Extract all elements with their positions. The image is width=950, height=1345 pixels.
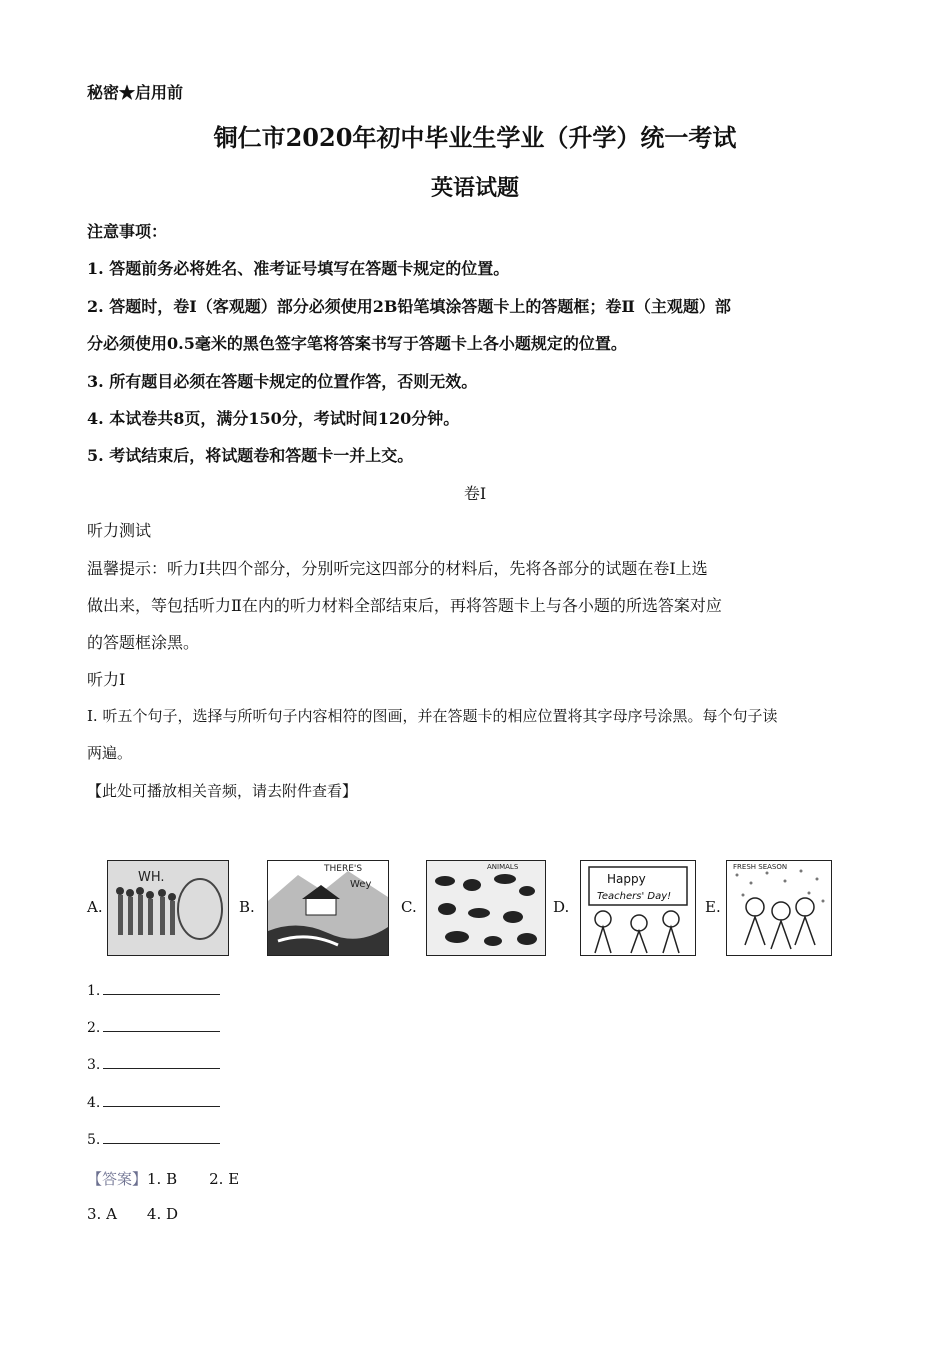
note-item-3: 3. 所有题目必须在答题卡规定的位置作答，否则无效。 [87,372,478,391]
figure-b-label: B. [239,898,255,916]
note-item-4: 4. 本试卷共8页，满分150分，考试时间120分钟。 [87,409,460,428]
listening-tip-line-3: 的答题框涂黑。 [87,633,200,652]
audio-note: 【此处可播放相关音频，请去附件查看】 [87,782,358,800]
figure-b-image [267,860,389,956]
answer-tag: 【答案】 [87,1170,148,1188]
answer-blank-4[interactable] [87,1094,220,1111]
figure-d-text: Happy [607,872,646,886]
answer-blank-5[interactable] [87,1131,220,1148]
figure-a-image [107,860,229,956]
listening-tip-line-1: 温馨提示：听力Ⅰ共四个部分，分别听完这四部分的材料后，先将各部分的试题在卷Ⅰ上选 [87,559,708,578]
answer-blank-2-number: 2. [87,1020,101,1036]
confidential-label: 秘密★启用前 [87,83,184,102]
volume-heading: 卷Ⅰ [463,484,487,503]
listening-tip-line-2: 做出来，等包括听力Ⅱ在内的听力材料全部结束后，再将答题卡上与各小题的所选答案对应 [87,596,722,615]
listening-instruction-line-1: Ⅰ. 听五个句子，选择与所听句子内容相符的图画，并在答题卡的相应位置将其字母序号涂黑。每个句子读 [87,707,778,725]
note-item-2-line-1: 2. 答题时，卷Ⅰ（客观题）部分必须使用2B铅笔填涂答题卡上的答题框；卷Ⅱ（主观题）部 [87,297,731,316]
figure-b-text: THERE'S [324,864,363,874]
figure-a-label: A. [87,898,103,916]
figure-c-text: ANIMALS [487,863,519,871]
listening-heading: 听力测试 [87,521,152,540]
answer-blank-1[interactable] [87,982,220,999]
figure-e-text: FRESH SEASON [733,863,788,871]
figure-e-image [726,860,832,956]
answer-4: 4. D [146,1205,179,1223]
note-item-5: 5. 考试结束后，将试题卷和答题卡一并上交。 [87,446,414,465]
listening-part-heading: 听力Ⅰ [87,670,126,689]
listening-instruction-line-2: 两遍。 [87,744,133,762]
figure-c-label: C. [401,898,417,916]
figure-d-image [580,860,696,956]
answer-blank-2[interactable] [87,1019,220,1036]
figure-d-text-2: Teachers' Day! [597,891,672,902]
answer-blank-3[interactable] [87,1056,220,1073]
answer-line-2 [87,1205,178,1223]
answer-blank-5-number: 5. [87,1132,101,1148]
answer-blank-1-number: 1. [87,983,101,999]
figure-c-image [426,860,546,956]
answer-2: 2. E [209,1170,240,1188]
figure-a-text: WH. [138,870,165,885]
answer-1: 1. B [147,1170,178,1188]
answer-blank-4-number: 4. [87,1095,101,1111]
answer-3: 3. A [87,1205,117,1223]
figure-b-text-2: Wey [350,879,372,890]
notes-heading: 注意事项： [87,222,168,241]
note-item-1: 1. 答题前务必将姓名、准考证号填写在答题卡规定的位置。 [87,259,510,278]
figure-d-label: D. [553,898,570,916]
note-item-2-line-2: 分必须使用0.5毫米的黑色签字笔将答案书写于答题卡上各小题规定的位置。 [87,334,627,353]
exam-title: 铜仁市2020年初中毕业生学业（升学）统一考试 [213,123,737,152]
figure-e-label: E. [705,898,721,916]
answer-blank-3-number: 3. [87,1057,101,1073]
answer-line-1 [87,1168,239,1189]
exam-subtitle: 英语试题 [430,175,519,201]
